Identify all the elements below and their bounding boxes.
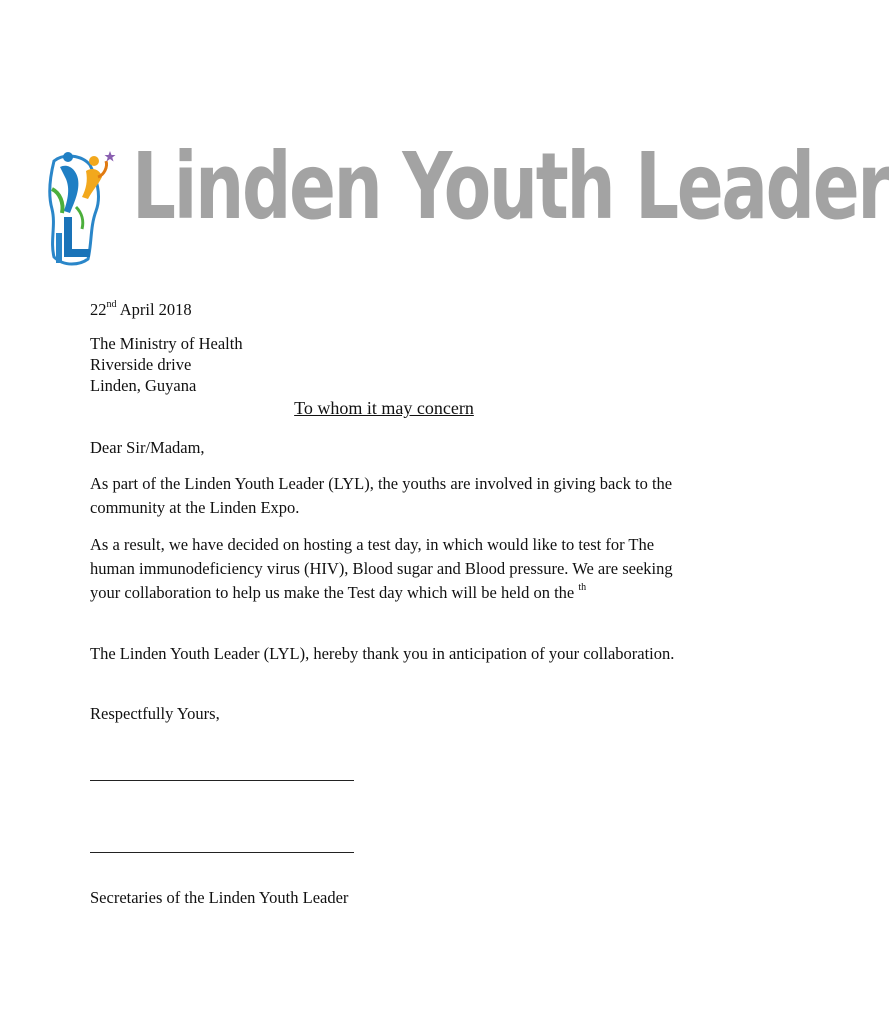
signature-line-1 bbox=[90, 780, 354, 781]
org-name-title: Linden Youth Leader bbox=[132, 133, 889, 240]
salutation: Dear Sir/Madam, bbox=[90, 438, 205, 457]
paragraph-3: The Linden Youth Leader (LYL), hereby thank you in anticipation of your collaboration. bbox=[90, 644, 675, 663]
recipient-line-1: The Ministry of Health bbox=[90, 334, 243, 353]
paragraph-1: As part of the Linden Youth Leader (LYL), the youths are involved in giving back to the community at the Linden Expo. bbox=[90, 474, 673, 517]
paragraph-2-sup: th bbox=[578, 581, 587, 593]
letter-date bbox=[90, 298, 192, 322]
recipient-line-2: Riverside drive bbox=[90, 355, 192, 374]
date-suffix: nd bbox=[106, 298, 117, 310]
closing: Respectfully Yours, bbox=[90, 704, 220, 723]
recipient-line-3: Linden, Guyana bbox=[90, 376, 197, 395]
lyl-logo-icon bbox=[46, 147, 116, 269]
signatory: Secretaries of the Linden Youth Leader bbox=[90, 888, 349, 907]
signature-line-2 bbox=[90, 852, 354, 853]
date-day: 22 bbox=[90, 300, 107, 319]
paragraph-2-text: As a result, we have decided on hosting a test day, in which would like to test for The human immunodeficiency virus (HIV), Blood sugar and Blood pressure. We are seeking your collaboration to help us make the Test day which will be held on the bbox=[90, 535, 673, 602]
date-rest: April 2018 bbox=[116, 300, 192, 319]
letter-subject: To whom it may concern bbox=[294, 398, 474, 418]
letterhead bbox=[46, 133, 889, 270]
paragraph-2 bbox=[90, 533, 690, 605]
